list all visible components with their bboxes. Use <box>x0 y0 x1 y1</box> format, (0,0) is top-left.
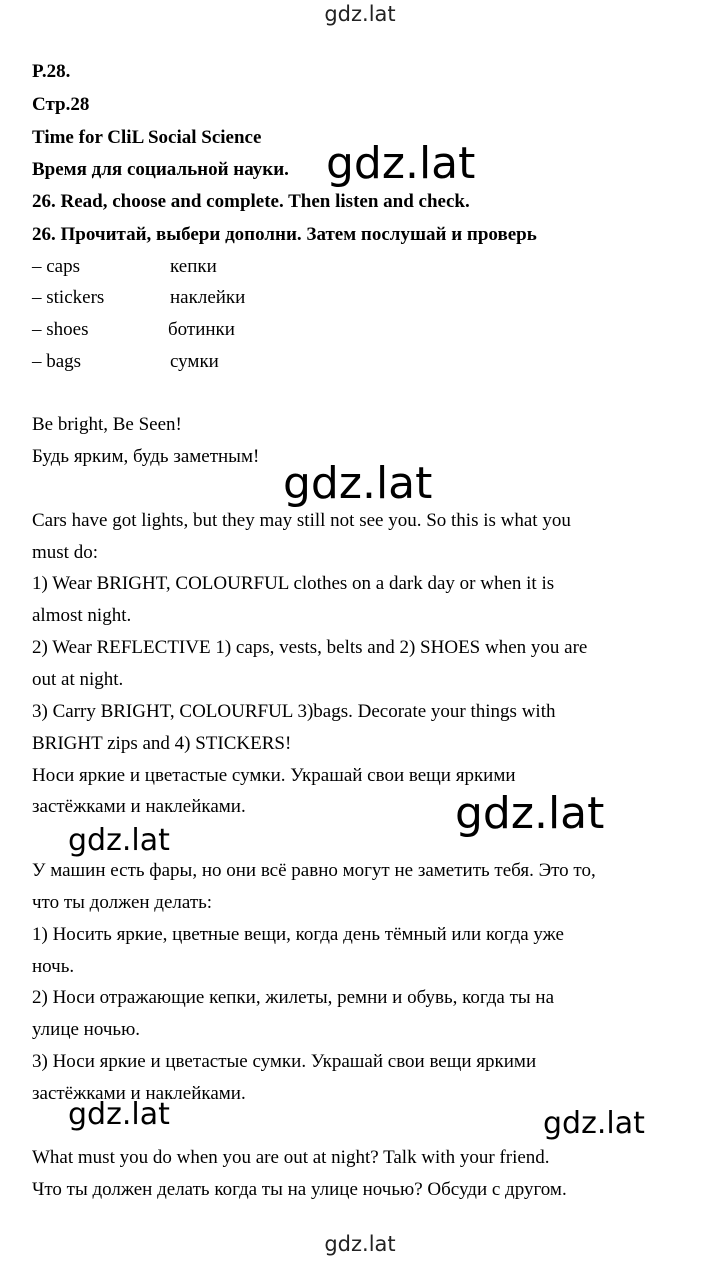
watermark: gdz.lat <box>326 138 476 189</box>
watermark: gdz.lat <box>68 1097 170 1132</box>
watermark: gdz.lat <box>455 788 605 839</box>
text-title-ru: Будь ярким, будь заметным! <box>32 446 260 467</box>
watermark: gdz.lat <box>283 458 433 509</box>
vocab-ru-bags: сумки <box>170 351 219 372</box>
section-title: Time for CliL Social Science <box>32 127 262 148</box>
page-number: P.28. <box>32 61 71 82</box>
vocab-en-bags: – bags <box>32 351 82 372</box>
list-item-3-ru2-b: застёжками и наклейками. <box>32 1083 246 1104</box>
list-item-2-ru-b: улице ночью. <box>32 1019 141 1040</box>
list-item-1-ru-b: ночь. <box>32 956 75 977</box>
vocab-ru-stickers: наклейки <box>170 287 246 308</box>
list-item-3-ru-a: Носи яркие и цветастые сумки. Украшай свои вещи яркими <box>32 765 516 786</box>
list-item-3-ru-b: застёжками и наклейками. <box>32 796 246 817</box>
page-number-ru: Стр.28 <box>32 94 90 115</box>
task-instruction: 26. Read, choose and complete. Then listen and check. <box>32 191 470 212</box>
list-item-2-en-b: out at night. <box>32 669 124 690</box>
paragraph-intro-ru-2: что ты должен делать: <box>32 892 213 913</box>
list-item-1-en-b: almost night. <box>32 605 132 626</box>
list-item-3-en-b: BRIGHT zips and 4) STICKERS! <box>32 733 292 754</box>
list-item-3-en-a: 3) Carry BRIGHT, COLOURFUL 3)bags. Decorate your things with <box>32 701 556 722</box>
watermark: gdz.lat <box>68 823 170 858</box>
vocab-en-shoes: – shoes <box>32 319 89 340</box>
task-instruction-ru: 26. Прочитай, выбери дополни. Затем послушай и проверь <box>32 224 537 245</box>
vocab-en-caps: – caps <box>32 256 81 277</box>
question-ru: Что ты должен делать когда ты на улице ночью? Обсуди с другом. <box>32 1179 567 1200</box>
vocab-ru-shoes: ботинки <box>168 319 235 340</box>
section-title-ru: Время для социальной науки. <box>32 159 289 180</box>
list-item-2-ru-a: 2) Носи отражающие кепки, жилеты, ремни и обувь, когда ты на <box>32 987 555 1008</box>
paragraph-intro-en-2: must do: <box>32 542 98 563</box>
list-item-1-en-a: 1) Wear BRIGHT, COLOURFUL clothes on a dark day or when it is <box>32 573 555 594</box>
list-item-1-ru-a: 1) Носить яркие, цветные вещи, когда день тёмный или когда уже <box>32 924 564 945</box>
vocab-en-stickers: – stickers <box>32 287 105 308</box>
site-header: gdz.lat <box>324 2 396 26</box>
question-en: What must you do when you are out at night? Talk with your friend. <box>32 1147 550 1168</box>
list-item-2-en-a: 2) Wear REFLECTIVE 1) caps, vests, belts and 2) SHOES when you are <box>32 637 588 658</box>
site-footer: gdz.lat <box>324 1232 396 1256</box>
text-title: Be bright, Be Seen! <box>32 414 182 435</box>
watermark: gdz.lat <box>543 1106 645 1141</box>
list-item-3-ru2-a: 3) Носи яркие и цветастые сумки. Украшай свои вещи яркими <box>32 1051 537 1072</box>
paragraph-intro-ru-1: У машин есть фары, но они всё равно могут не заметить тебя. Это то, <box>32 860 596 881</box>
paragraph-intro-en-1: Cars have got lights, but they may still not see you. So this is what you <box>32 510 571 531</box>
vocab-ru-caps: кепки <box>170 256 217 277</box>
